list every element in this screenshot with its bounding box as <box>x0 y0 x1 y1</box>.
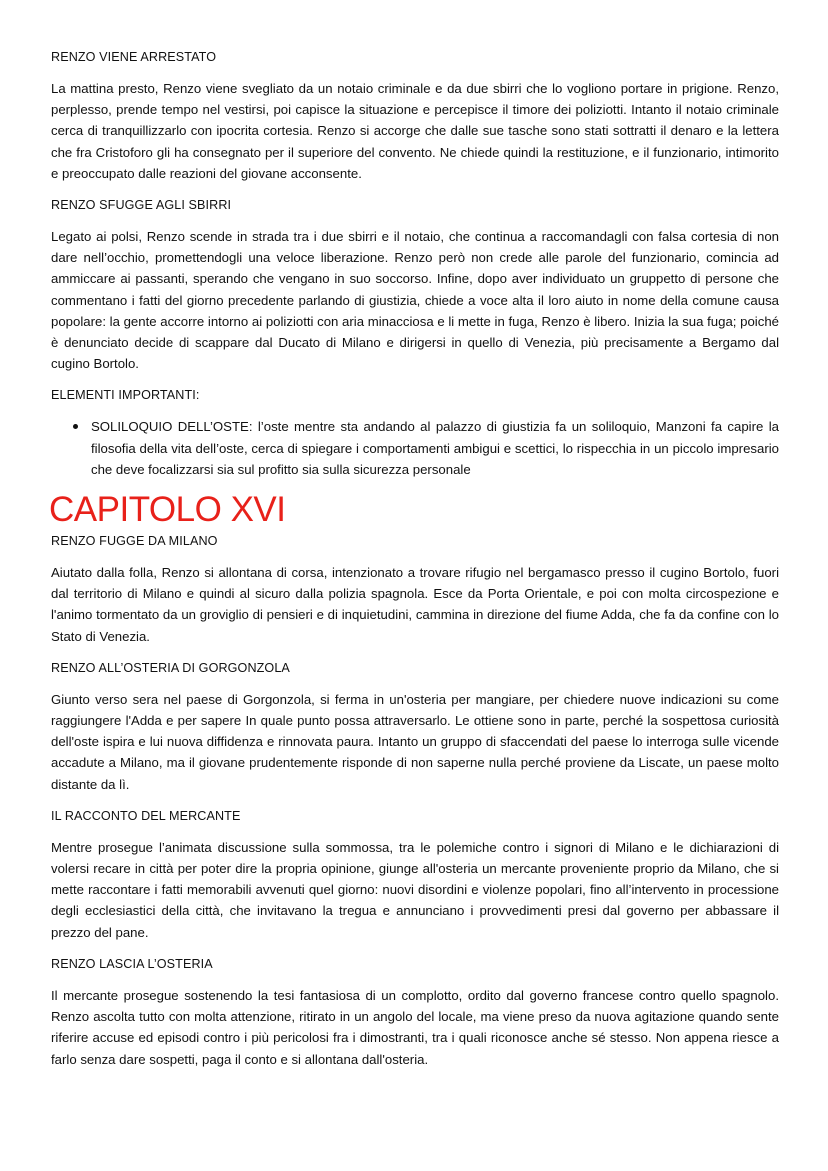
section-arresto <box>51 48 779 184</box>
section-paragraph: Il mercante prosegue sostenendo la tesi fantasiosa di un complotto, ordito dal governo francese contro quello spagnolo. Renzo ascolta tutto con molta attenzione, ritirato in un angolo del locale, ma viene preso da nuova agitazione quando sente riferire accuse ed episodi contro i più pericolosi fra i dimostranti, tra i quali riconosce anche sé stesso. Non appena riesce a farlo senza dare sospetti, paga il conto e si allontana dall'osteria. <box>51 987 779 1067</box>
section-paragraph: Legato ai polsi, Renzo scende in strada tra i due sbirri e il notaio, che continua a raccomandagli con falsa cortesia di non dare nell’occhio, promettendogli una veloce liberazione. Renzo però non crede alle parole del funzionario, comincia ad ammiccare ai passanti, sperando che vengano in suo soccorso. Infine, dopo aver individuato un gruppetto di persone che commentano i fatti del giorno precedente parlando di giustizia, chiede a voce alta il loro aiuto in nome della comune causa popolare: la gente accorre intorno ai poliziotti con aria minacciosa e li mette in fuga, Renzo è libero. Inizia la sua fuga; poiché è denunciato decide di scappare dal Ducato di Milano e dirigersi in quello di Venezia, più precisamente a Bergamo dal cugino Bortolo. <box>51 229 779 372</box>
section-lascia-osteria <box>51 955 779 1070</box>
section-sfugge <box>51 196 779 374</box>
section-elementi-importanti <box>51 386 779 480</box>
section-heading: RENZO ALL’OSTERIA DI GORGONZOLA <box>51 660 290 675</box>
section-heading: IL RACCONTO DEL MERCANTE <box>51 808 241 823</box>
chapter-title: CAPITOLO XVI <box>49 490 286 530</box>
section-paragraph: La mattina presto, Renzo viene svegliato da un notaio criminale e da due sbirri che lo vogliono portare in prigione. Renzo, perplesso, prende tempo nel vestirsi, poi capisce la situazione e percepisce il timore dei poliziotti. Intanto il notaio criminale cerca di tranquillizzarlo con ipocrita cortesia. Renzo si accorge che dalle sue tasche sono stati sottratti il denaro e la lettera che fra Cristoforo gli ha consegnato per il superiore del convento. Ne chiede quindi la restituzione, e il funzionario, intimorito e preoccupato dalle reazioni del giovane acconsente. <box>51 81 779 181</box>
section-heading: ELEMENTI IMPORTANTI: <box>51 388 200 403</box>
section-fugge-milano <box>51 532 779 647</box>
section-heading: RENZO SFUGGE AGLI SBIRRI <box>51 198 232 213</box>
document-page <box>51 48 779 1082</box>
section-paragraph: Mentre prosegue l’animata discussione sulla sommossa, tra le polemiche contro i signori di Milano e le dichiarazioni di volersi recare in città per poter dire la propria opinione, giunge all'osteria un mercante proveniente proprio da Milano, che si mette raccontare i fatti memorabili avvenuti quel giorno: nuovi disordini e violenze popolari, fino all’intervento in processione degli ecclesiastici della città, che invitavano la tregua e annunciano i provvedimenti presi dal governo per abbassare il prezzo del pane. <box>51 839 779 940</box>
section-heading: RENZO FUGGE DA MILANO <box>51 534 218 549</box>
section-racconto-mercante <box>51 807 779 943</box>
bullet-list <box>51 416 779 480</box>
section-heading: RENZO LASCIA L’OSTERIA <box>51 956 213 971</box>
list-item <box>51 416 779 480</box>
list-item-text: SOLILOQUIO DELL’OSTE: l’oste mentre sta andando al palazzo di giustizia fa un soliloquio, Manzoni fa capire la filosofia della vita dell’oste, cerca di spiegare i comportamenti ambigui e scettici, lo rispecchia in un piccolo impresario che deve focalizzarsi sia sul profitto sia sulla sicurezza personale <box>91 419 779 477</box>
section-paragraph: Giunto verso sera nel paese di Gorgonzola, si ferma in un'osteria per mangiare, per chiedere nuove indicazioni su come raggiungere l'Adda e per sapere In quale punto possa attraversarlo. Le ottiene sono in parte, perché la sospettosa curiosità dell'oste ispira e lui nuova diffidenza e rinnovata paura. Intanto un gruppo di sfaccendati del paese lo interroga sulle vicende accadute a Milano, ma il giovane prudentemente risponde di non saperne nulla perché proviene da Liscate, un paese molto distante da lì. <box>51 691 779 792</box>
section-heading: RENZO VIENE ARRESTATO <box>51 50 217 64</box>
bullet-icon <box>73 424 78 429</box>
section-osteria-gorgonzola <box>51 659 779 795</box>
section-paragraph: Aiutato dalla folla, Renzo si allontana di corsa, intenzionato a trovare rifugio nel bergamasco presso il cugino Bortolo, fuori dal territorio di Milano e quindi al sicuro dalla polizia spagnola. Esce da Porta Orientale, e poi con molta circospezione e l'animo tormentato da un groviglio di pensieri e di inquietudini, cammina in direzione del fiume Adda, che fa da confine con lo Stato di Venezia. <box>51 565 779 644</box>
